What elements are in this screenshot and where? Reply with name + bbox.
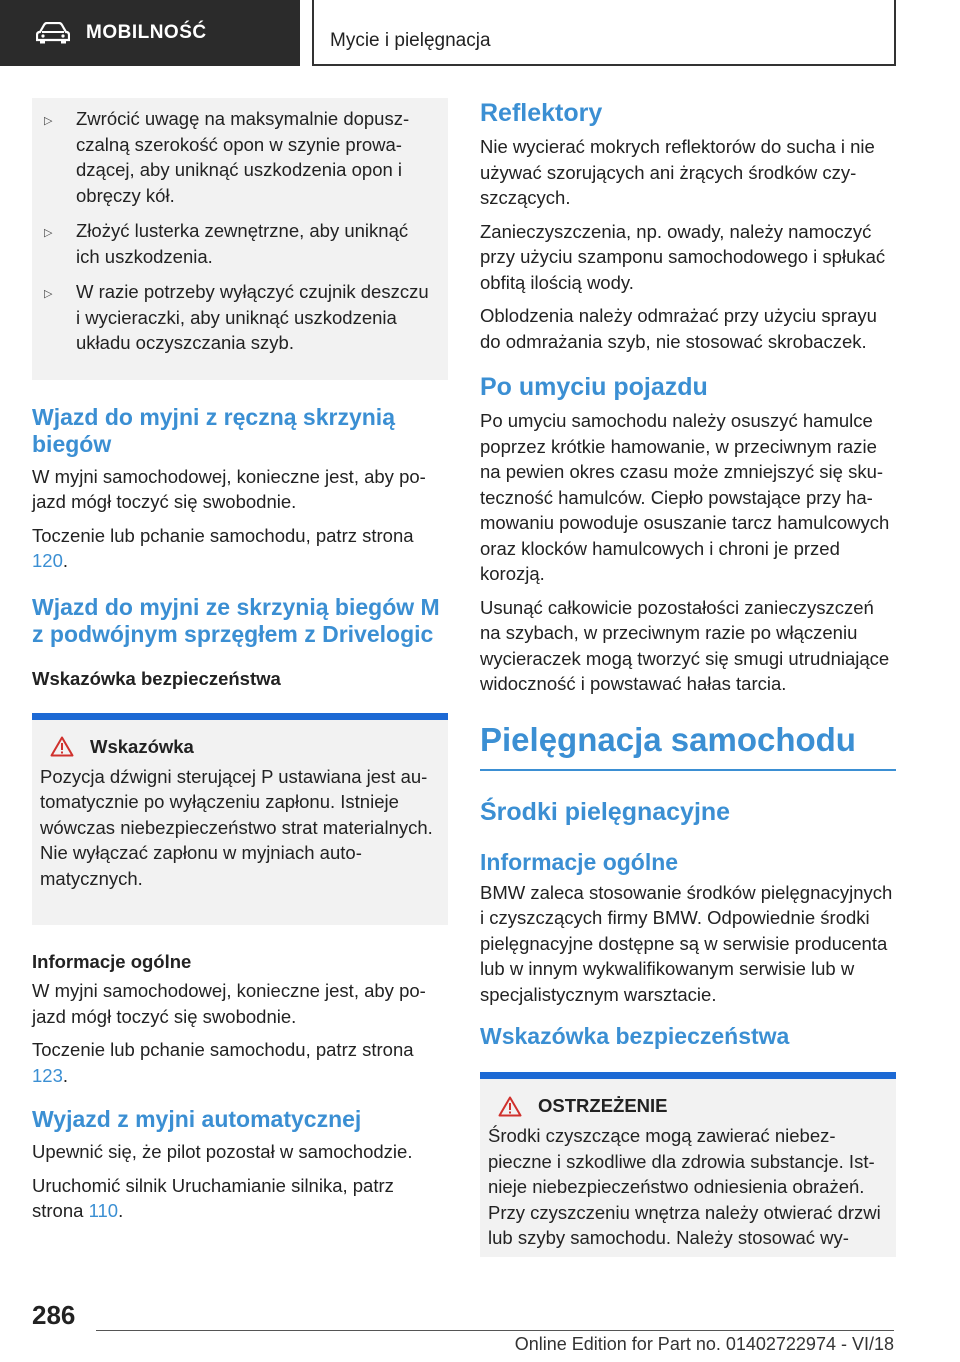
section-title: MOBILNOŚĆ bbox=[86, 22, 207, 43]
warning-triangle-icon bbox=[498, 1096, 522, 1117]
page-header bbox=[0, 0, 960, 66]
list-item: ▷ Złożyć lusterka zewnętrzne, aby uniknąć ich uszkodzenia. bbox=[42, 218, 432, 269]
section-heading: Wjazd do myjni ze skrzynią biegów M z podwójnym sprzęgłem z Drivelogic bbox=[32, 593, 440, 647]
paragraph: Nie wycierać mokrych reflektorów do sucha i nie używać szorujących ani żrących środków czyszczących. bbox=[480, 136, 875, 208]
paragraph: Usunąć całkowicie pozostałości zanieczyszczeń na szybach, w przeciwnym razie po włączeniu wycieraczek mogą tworzyć się smugi utrudniające widoczność i powstawać hałas tarcia. bbox=[480, 596, 890, 694]
triangle-bullet-icon: ▷ bbox=[44, 288, 53, 300]
left-column bbox=[32, 98, 448, 1232]
paragraph: W myjni samochodowej, konieczne jest, aby pojazd mógł toczyć się swobodnie. bbox=[32, 465, 426, 512]
page-link[interactable]: 120 bbox=[32, 550, 63, 571]
right-column bbox=[480, 98, 896, 1257]
section-tab bbox=[0, 0, 300, 66]
paragraph: Oblodzenia należy odmrażać przy użyciu sprayu do odmrażania szyb, nie stosować skrobaczek. bbox=[480, 305, 877, 352]
page-link[interactable]: 110 bbox=[88, 1200, 119, 1221]
page-number: 286 bbox=[32, 1300, 76, 1330]
edition-text: Online Edition for Part no. 01402722974 - VI/18 bbox=[514, 1334, 894, 1354]
paragraph: Po umyciu samochodu należy osuszyć hamulce poprzez krótkie hamowanie, w przeciwnym razie na pewien okres czasu może zmniejszyć się skuteczność hamulców. Ciepło powstające przy hamowaniu powoduje osuszanie tarcz hamulcowych oraz klocków hamulcowych i chroni je przed korozją. bbox=[480, 410, 890, 584]
paragraph: Zanieczyszczenia, np. owady, należy namoczyć przy użyciu szamponu samochodowego i spłukać obfitą ilością wody. bbox=[480, 220, 886, 293]
warning-box bbox=[32, 713, 448, 926]
warning-text: Środki czyszczące mogą zawierać niebezpieczne i szkodliwe dla zdrowia substancje. Istnieje niebezpieczeństwo odniesienia obrażeń. Przy czyszczeniu wnętrza należy otwierać drzwi lub szyby samochodu. Należy stosować wy- bbox=[488, 1125, 881, 1248]
section-heading: Wjazd do myjni z ręczną skrzynią biegów bbox=[32, 403, 395, 457]
paragraph: BMW zaleca stosowanie środków pielęgnacyjnych i czyszczących firmy BMW. Odpowiednie środki pielęgnacyjne dostępne są w serwisie producenta lub w innym wykwalifikowanym serwisie lub w specjalistycznym warsztacie. bbox=[480, 881, 893, 1005]
page-link[interactable]: 123 bbox=[32, 1064, 63, 1086]
chapter-heading: Pielęgnacja samochodu bbox=[480, 721, 896, 771]
subsection-heading: Wskazówka bezpieczeństwa bbox=[480, 1023, 790, 1049]
subheading: Wskazówka bezpieczeństwa bbox=[32, 667, 281, 689]
warning-title: Wskazówka bbox=[90, 735, 194, 757]
paragraph: Toczenie lub pchanie samochodu, patrz strona 120. bbox=[32, 524, 414, 571]
warning-title: OSTRZEŻENIE bbox=[538, 1095, 668, 1116]
chapter-tab bbox=[312, 0, 896, 66]
section-heading: Reflektory bbox=[480, 99, 603, 127]
triangle-bullet-icon: ▷ bbox=[44, 115, 53, 127]
paragraph: Toczenie lub pchanie samochodu, patrz strona 123. bbox=[32, 1039, 414, 1086]
warning-box bbox=[480, 1072, 896, 1257]
paragraph: Upewnić się, że pilot pozostał w samochodzie. bbox=[32, 1141, 413, 1162]
section-heading: Po umyciu pojazdu bbox=[480, 373, 708, 401]
subsection-heading: Informacje ogólne bbox=[480, 848, 679, 875]
paragraph: W myjni samochodowej, konieczne jest, aby pojazd mógł toczyć się swobodnie. bbox=[32, 980, 426, 1027]
section-heading: Środki pielęgnacyjne bbox=[480, 797, 731, 826]
footer-divider bbox=[96, 1330, 894, 1331]
subheading: Informacje ogólne bbox=[32, 951, 192, 972]
warning-triangle-icon bbox=[50, 736, 74, 757]
paragraph: Uruchomić silnik Uruchamianie silnika, patrz strona 110. bbox=[32, 1174, 394, 1221]
chapter-title: Mycie i pielęgnacja bbox=[330, 30, 491, 51]
warning-text: Pozycja dźwigni sterującej P ustawiana jest automatycznie po wyłączeniu zapłonu. Istnieje wówczas niebezpieczeństwo strat materialnych. Nie wyłączać zapłonu w myjniach automatycznych. bbox=[40, 765, 433, 889]
list-item: ▷ W razie potrzeby wyłączyć czujnik deszczu i wycieraczki, aby uniknąć uszkodzenia układu oczyszczania szyb. bbox=[42, 279, 432, 356]
section-heading: Wyjazd z myjni automatycznej bbox=[32, 1106, 362, 1132]
car-icon bbox=[36, 22, 70, 44]
list-item: ▷ Zwrócić uwagę na maksymalnie dopuszczalną szerokość opon w szynie prowadzącej, aby uniknąć uszkodzenia opon i obręczy kół. bbox=[42, 106, 432, 208]
bullet-box bbox=[32, 98, 448, 380]
triangle-bullet-icon: ▷ bbox=[44, 227, 53, 239]
